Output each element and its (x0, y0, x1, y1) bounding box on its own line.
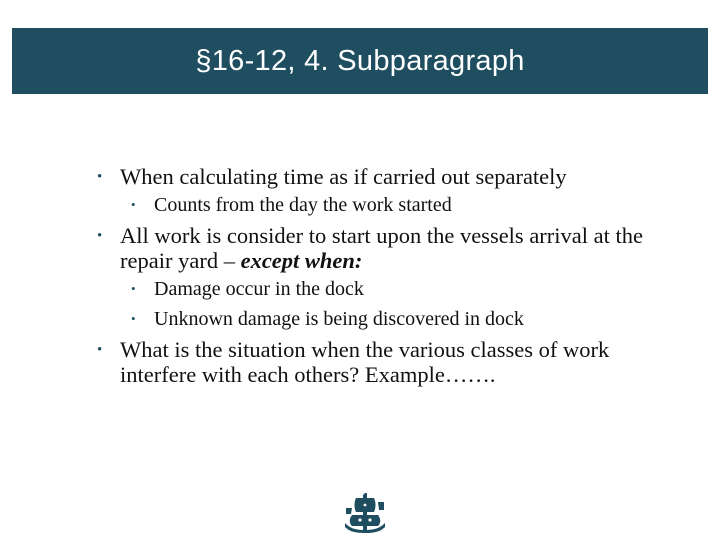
bullet-text: What is the situation when the various classes of work interfere with each others? Example……. (120, 337, 610, 387)
bullet-dot-icon: • (131, 281, 136, 296)
sub-bullet-item (92, 277, 672, 301)
bullet-text: When calculating time as if carried out separately (120, 164, 567, 189)
sub-bullet-text: Unknown damage is being discovered in dock (154, 308, 524, 330)
sub-bullet-text: Counts from the day the work started (154, 194, 452, 216)
bullet-item (92, 223, 672, 273)
sub-bullet-text: Damage occur in the dock (154, 278, 364, 300)
bullet-item (92, 337, 672, 387)
ship-logo-icon (343, 490, 387, 534)
bullet-item (92, 164, 672, 189)
bullet-dot-icon: • (97, 228, 103, 244)
bullet-dot-icon: • (97, 169, 103, 185)
bullet-list (92, 164, 672, 391)
bullet-dot-icon: • (131, 197, 136, 212)
slide-title: §16-12, 4. Subparagraph (195, 44, 525, 77)
bullet-emphasis: except when: (240, 248, 363, 273)
sub-bullet-item (92, 193, 672, 217)
bullet-text: All work is consider to start upon the vessels arrival at the repair yard – (120, 223, 644, 273)
bullet-dot-icon: • (131, 311, 136, 326)
title-bar (12, 28, 708, 94)
sub-bullet-item (92, 307, 672, 331)
bullet-dot-icon: • (97, 342, 103, 358)
